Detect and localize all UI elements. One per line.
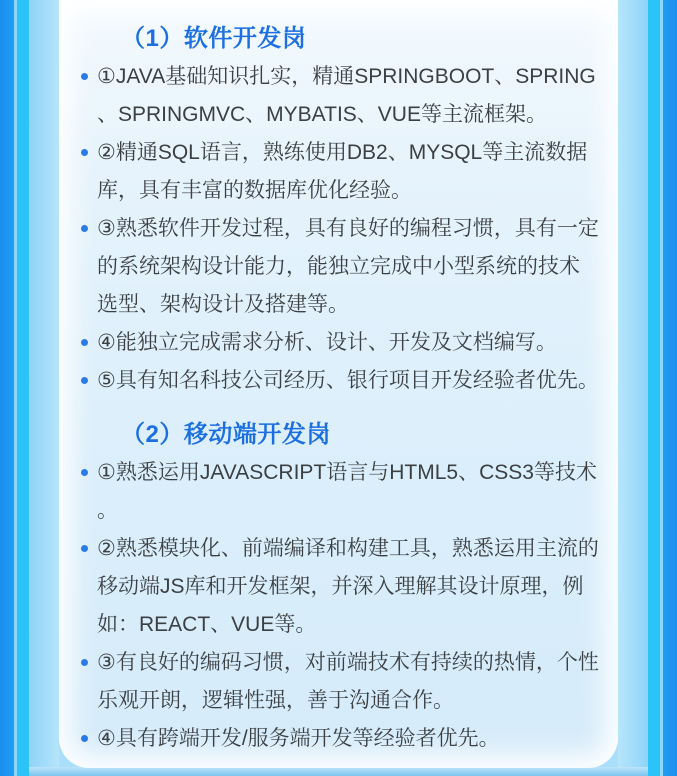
requirement-text: ③熟悉软件开发过程，具有良好的编程习惯，具有一定的系统架构设计能力，能独立完成中小型系统的技术选型、架构设计及搭建等。 xyxy=(97,217,599,316)
left-outer-border-stripe xyxy=(0,0,14,776)
left-inner-margin-stripe xyxy=(29,0,59,776)
requirement-item xyxy=(81,362,600,400)
requirement-item xyxy=(81,58,600,134)
right-outer-border-stripe xyxy=(663,0,677,776)
bullet-dot-icon xyxy=(81,659,88,666)
requirements-list xyxy=(81,58,600,400)
requirement-item xyxy=(81,454,600,530)
job-section xyxy=(81,416,600,758)
job-section xyxy=(81,20,600,400)
requirement-item xyxy=(81,530,600,644)
section-heading: （2）移动端开发岗 xyxy=(121,421,331,448)
requirement-text: ③有良好的编码习惯，对前端技术有持续的热情，个性乐观开朗，逻辑性强，善于沟通合作。 xyxy=(97,651,599,712)
bullet-dot-icon xyxy=(81,377,88,384)
bullet-dot-icon xyxy=(81,73,88,80)
bullet-dot-icon xyxy=(81,545,88,552)
section-heading: （1）软件开发岗 xyxy=(121,25,307,52)
requirement-text: ①JAVA基础知识扎实，精通SPRINGBOOT、SPRING、SPRINGMVC、MYBATIS、VUE等主流框架。 xyxy=(97,65,596,126)
requirement-text: ①熟悉运用JAVASCRIPT语言与HTML5、CSS3等技术。 xyxy=(97,461,597,522)
bullet-dot-icon xyxy=(81,149,88,156)
requirement-text: ②熟悉模块化、前端编译和构建工具，熟悉运用主流的移动端JS库和开发框架，并深入理解其设计原理，例如：REACT、VUE等。 xyxy=(97,537,599,636)
left-cyan-border-stripe xyxy=(17,0,29,776)
requirement-text: ⑤具有知名科技公司经历、银行项目开发经验者优先。 xyxy=(97,369,599,392)
requirement-text: ④具有跨端开发/服务端开发等经验者优先。 xyxy=(97,727,500,750)
requirement-item xyxy=(81,210,600,324)
right-cyan-border-stripe xyxy=(648,0,660,776)
requirement-text: ④能独立完成需求分析、设计、开发及文档编写。 xyxy=(97,331,557,354)
requirement-item xyxy=(81,134,600,210)
bullet-dot-icon xyxy=(81,225,88,232)
requirement-item xyxy=(81,644,600,720)
requirements-card xyxy=(59,0,618,768)
requirement-item xyxy=(81,720,600,758)
bullet-dot-icon xyxy=(81,339,88,346)
requirement-item xyxy=(81,324,600,362)
bullet-dot-icon xyxy=(81,469,88,476)
bottom-divider-band xyxy=(29,767,648,776)
bullet-dot-icon xyxy=(81,735,88,742)
sections-root xyxy=(59,0,618,758)
right-inner-margin-stripe xyxy=(618,0,648,776)
right-thin-line-stripe xyxy=(660,0,663,776)
requirement-text: ②精通SQL语言，熟练使用DB2、MYSQL等主流数据库，具有丰富的数据库优化经验。 xyxy=(97,141,588,202)
requirements-list xyxy=(81,454,600,758)
